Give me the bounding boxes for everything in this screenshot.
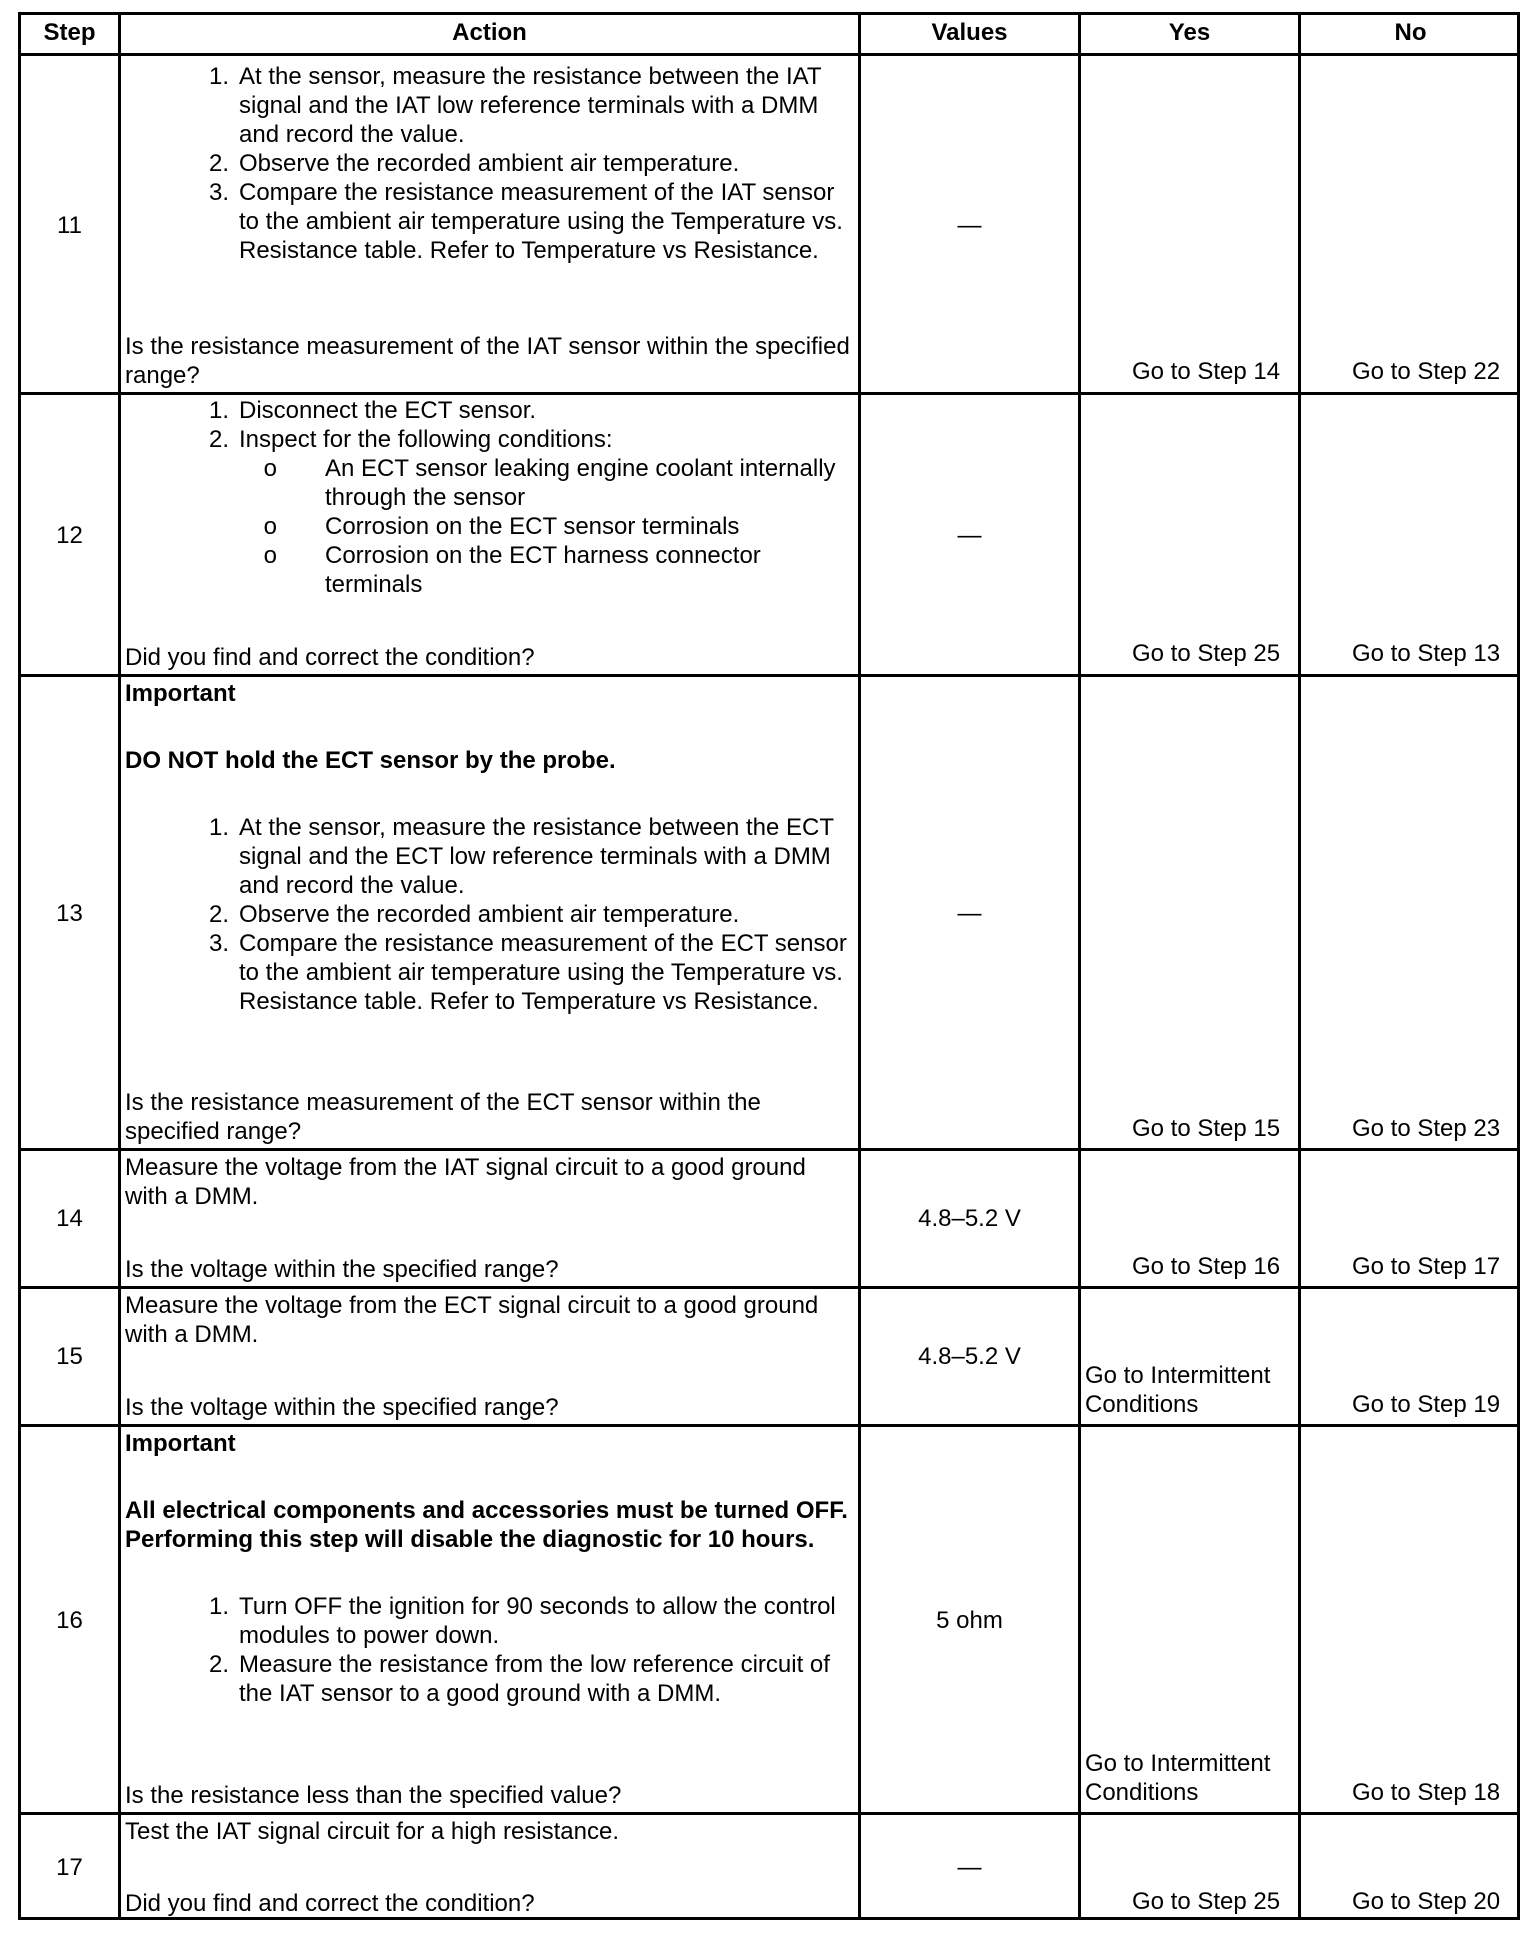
list-item: 2. Observe the recorded ambient air temperature. [208,150,740,177]
yes-link[interactable]: Go to Step 25 [1132,1888,1281,1915]
list-item: 2. Inspect for the following conditions: [208,426,613,453]
yes-link[interactable]: Go to Intermittent Conditions [1085,1362,1271,1418]
step-number: 11 [57,212,82,239]
no-link[interactable]: Go to Step 20 [1352,1888,1501,1915]
list-item: 1. Turn OFF the ignition for 90 seconds to allow the control modules to power down. [208,1593,836,1649]
action-cell [121,1289,858,1424]
column-divider [1078,15,1081,1917]
header-step: Step [43,19,96,46]
question: Is the resistance measurement of the ECT sensor within the specified range? [125,1089,761,1145]
header-yes: Yes [1168,19,1211,46]
no-link[interactable]: Go to Step 17 [1352,1253,1501,1280]
action-cell [121,1151,858,1286]
header-action: Action [452,19,527,46]
action-text: Test the IAT signal circuit for a high resistance. [125,1818,620,1845]
important-text: DO NOT hold the ECT sensor by the probe. [125,747,616,774]
step-number: 16 [56,1607,83,1634]
no-link[interactable]: Go to Step 19 [1352,1391,1501,1418]
step-number: 12 [56,522,83,549]
yes-link[interactable]: Go to Step 15 [1132,1115,1281,1142]
step-number: 17 [56,1854,83,1881]
sub-list-item: o An ECT sensor leaking engine coolant internally through the sensor [263,455,836,511]
value: 5 ohm [936,1607,1003,1634]
value: 4.8–5.2 V [918,1343,1021,1370]
column-divider [1298,15,1301,1917]
action-cell [121,677,858,1148]
action-text: Measure the voltage from the IAT signal circuit to a good ground with a DMM. [125,1154,806,1210]
header-values: Values [931,19,1008,46]
action-cell [121,1815,858,1920]
yes-link[interactable]: Go to Step 25 [1132,640,1281,667]
action-text: Measure the voltage from the ECT signal circuit to a good ground with a DMM. [125,1292,819,1348]
important-label: Important [125,680,236,707]
step-number: 15 [56,1343,83,1370]
action-cell [121,56,858,392]
yes-link[interactable]: Go to Step 14 [1132,358,1281,385]
yes-link[interactable]: Go to Intermittent Conditions [1085,1750,1271,1806]
value: — [957,1854,982,1881]
value: 4.8–5.2 V [918,1205,1021,1232]
important-label: Important [125,1430,236,1457]
step-number: 14 [56,1205,83,1232]
no-link[interactable]: Go to Step 13 [1352,640,1501,667]
value: — [957,522,982,549]
action-cell [121,1427,858,1812]
list-item: 3. Compare the resistance measurement of the ECT sensor to the ambient air temperature using the Temperature vs. Resistance table. Refer to Temperature vs Resistance. [208,930,847,1015]
action-cell [121,395,858,674]
question: Is the resistance measurement of the IAT sensor within the specified range? [125,333,850,389]
list-item: 1. Disconnect the ECT sensor. [208,397,537,424]
sub-list-item: o Corrosion on the ECT harness connector terminals [263,542,761,598]
no-link[interactable]: Go to Step 23 [1352,1115,1501,1142]
question: Is the resistance less than the specified value? [125,1782,622,1809]
diagnostic-table [18,12,1520,1920]
list-item: 3. Compare the resistance measurement of the IAT sensor to the ambient air temperature using the Temperature vs. Resistance table. Refer to Temperature vs Resistance. [208,179,843,264]
important-text: All electrical components and accessories must be turned OFF. Performing this step will disable the diagnostic for 10 hours. [125,1497,848,1553]
header-no: No [1394,19,1427,46]
question: Is the voltage within the specified range? [125,1394,559,1421]
value: — [957,900,982,927]
question: Did you find and correct the condition? [125,1890,535,1917]
sub-list-item: o Corrosion on the ECT sensor terminals [263,513,740,540]
step-number: 13 [56,900,83,927]
list-item: 1. At the sensor, measure the resistance between the ECT signal and the ECT low reference terminals with a DMM and record the value. [208,814,834,899]
list-item: 2. Measure the resistance from the low reference circuit of the IAT sensor to a good ground with a DMM. [208,1651,830,1707]
list-item: 2. Observe the recorded ambient air temperature. [208,901,740,928]
list-item: 1. At the sensor, measure the resistance between the IAT signal and the IAT low reference terminals with a DMM and record the value. [208,63,822,148]
question: Did you find and correct the condition? [125,644,535,671]
no-link[interactable]: Go to Step 22 [1352,358,1501,385]
question: Is the voltage within the specified range? [125,1256,559,1283]
yes-link[interactable]: Go to Step 16 [1132,1253,1281,1280]
value: — [957,212,982,239]
no-link[interactable]: Go to Step 18 [1352,1779,1501,1806]
